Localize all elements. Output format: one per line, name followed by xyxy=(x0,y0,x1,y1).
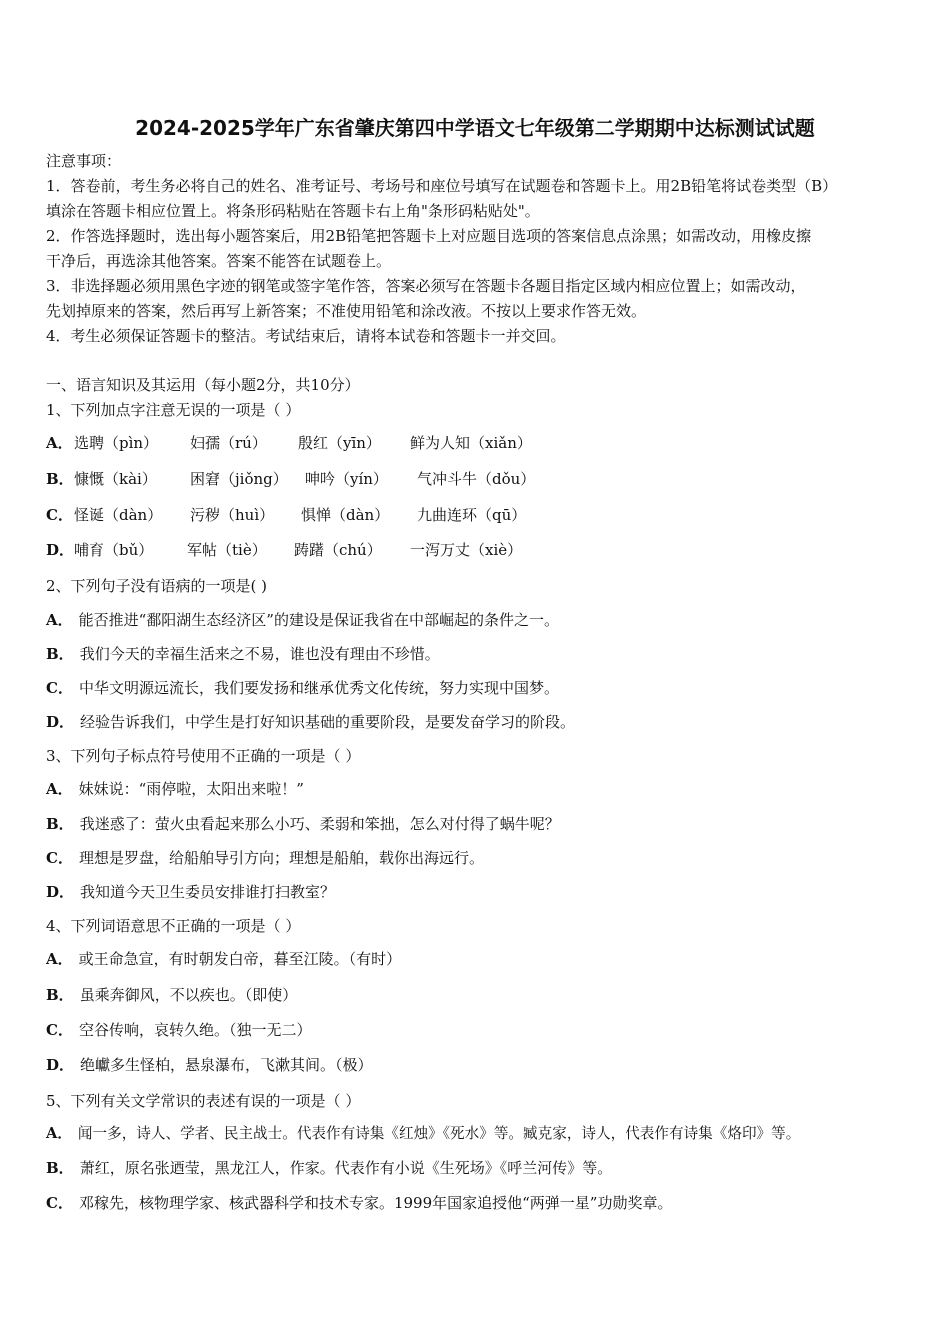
option-text: 经验告诉我们，中学生是打好知识基础的重要阶段，是要发奋学习的阶段。 xyxy=(80,713,576,731)
option-text: 妹妹说：“雨停啦，太阳出来啦！” xyxy=(78,780,304,798)
option-label: A． xyxy=(46,1125,72,1142)
option-label: B． xyxy=(46,645,74,663)
notice-line: 干净后，再选涂其他答案。答案不能答在试题卷上。 xyxy=(46,252,392,270)
q3-option-b[interactable] xyxy=(46,814,560,834)
q3-option-c[interactable] xyxy=(46,848,484,868)
q4-option-d[interactable] xyxy=(46,1055,373,1075)
option-text: 闻一多，诗人、学者、民主战士。代表作有诗集《红烛》《死水》等。臧克家，诗人，代表作有诗集《烙印》等。 xyxy=(77,1125,801,1142)
q5-option-b[interactable] xyxy=(46,1158,612,1178)
question-2-stem: 2、下列句子没有语病的一项是( ) xyxy=(46,577,268,595)
question-1-stem: 1、下列加点字注意无误的一项是（ ） xyxy=(46,401,301,419)
option-text: 理想是罗盘，给船舶导引方向；理想是船舶，载你出海远行。 xyxy=(78,849,484,867)
option-word: 踌躇（chú） xyxy=(294,541,382,559)
option-label: B． xyxy=(46,986,74,1004)
q2-option-d[interactable] xyxy=(46,712,575,732)
option-text: 或王命急宣，有时朝发白帝，暮至江陵。（有时） xyxy=(78,950,402,968)
q1-option-c[interactable] xyxy=(46,505,527,525)
option-label: B． xyxy=(46,470,74,488)
notice-line: 填涂在答题卡相应位置上。将条形码粘贴在答题卡右上角"条形码粘贴处"。 xyxy=(46,202,540,220)
option-text: 我们今天的幸福生活来之不易，谁也没有理由不珍惜。 xyxy=(79,645,440,663)
notice-line: 4．考生必须保证答题卡的整洁。考试结束后，请将本试卷和答题卡一并交回。 xyxy=(46,327,566,345)
notice-heading: 注意事项： xyxy=(46,152,122,170)
page-title: 2024-2025学年广东省肇庆第四中学语文七年级第二学期期中达标测试试题 xyxy=(135,116,815,140)
option-label: A． xyxy=(46,434,73,452)
q2-option-c[interactable] xyxy=(46,678,559,698)
option-text: 能否推进“鄱阳湖生态经济区”的建设是保证我省在中部崛起的条件之一。 xyxy=(78,611,559,629)
option-word: 一泻万丈（xiè） xyxy=(410,541,523,559)
option-word: 军帖（tiè） xyxy=(187,541,267,559)
option-label: C． xyxy=(46,849,73,867)
q3-option-a[interactable] xyxy=(46,779,304,799)
q5-option-c[interactable] xyxy=(46,1193,672,1213)
option-word: 呻吟（yín） xyxy=(305,470,388,488)
q5-option-a[interactable] xyxy=(46,1124,800,1144)
option-label: B． xyxy=(46,815,74,833)
option-word: 哺育（bǔ） xyxy=(74,541,154,559)
option-label: B． xyxy=(46,1159,74,1177)
option-text: 萧红，原名张迺莹，黑龙江人，作家。代表作有小说《生死场》《呼兰河传》等。 xyxy=(79,1159,613,1177)
option-word: 九曲连环（qū） xyxy=(417,506,527,524)
notice-line: 先划掉原来的答案，然后再写上新答案；不准使用铅笔和涂改液。不按以上要求作答无效。 xyxy=(46,302,647,320)
option-word: 污秽（huì） xyxy=(190,506,275,524)
option-label: C． xyxy=(46,1021,73,1039)
question-4-stem: 4、下列词语意思不正确的一项是（ ） xyxy=(46,917,301,935)
option-text: 我知道今天卫生委员安排谁打扫教室？ xyxy=(80,883,336,901)
q1-option-a[interactable] xyxy=(46,433,532,453)
option-text: 绝巘多生怪柏，悬泉瀑布，飞漱其间。（极） xyxy=(80,1056,373,1074)
q4-option-b[interactable] xyxy=(46,985,297,1005)
notice-line: 2．作答选择题时，选出每小题答案后，用2B铅笔把答题卡上对应题目选项的答案信息点涂黑；如需改动，用橡皮擦 xyxy=(46,227,812,245)
option-text: 我迷惑了：萤火虫看起来那么小巧、柔弱和笨拙，怎么对付得了蜗牛呢？ xyxy=(79,815,560,833)
option-label: D． xyxy=(46,541,75,559)
option-text: 邓稼先，核物理学家、核武器科学和技术专家。1999年国家追授他“两弹一星”功勋奖章。 xyxy=(78,1194,673,1212)
q1-option-d[interactable] xyxy=(46,540,523,560)
option-label: C． xyxy=(46,679,73,697)
question-5-stem: 5、下列有关文学常识的表述有误的一项是（ ） xyxy=(46,1092,361,1110)
notice-line: 3．非选择题必须用黑色字迹的钢笔或签字笔作答，答案必须写在答题卡各题目指定区域内相应位置上；如需改动， xyxy=(46,277,806,295)
option-label: A． xyxy=(46,611,73,629)
option-word: 选聘（pìn） xyxy=(74,434,159,452)
section-heading: 一、语言知识及其运用（每小题2分，共10分） xyxy=(46,376,360,394)
option-word: 气冲斗牛（dǒu） xyxy=(417,470,536,488)
q2-option-a[interactable] xyxy=(46,610,559,630)
option-label: D． xyxy=(46,1056,75,1074)
q2-option-b[interactable] xyxy=(46,644,440,664)
option-label: C． xyxy=(46,506,73,524)
option-label: A． xyxy=(46,950,73,968)
option-word: 困窘（jiǒng） xyxy=(190,470,288,488)
q4-option-c[interactable] xyxy=(46,1020,311,1040)
option-word: 怪诞（dàn） xyxy=(74,506,163,524)
option-text: 虽乘奔御风，不以疾也。（即使） xyxy=(79,986,298,1004)
option-word: 妇孺（rú） xyxy=(190,434,267,452)
option-word: 惧惮（dàn） xyxy=(301,506,390,524)
option-word: 慷慨（kài） xyxy=(74,470,157,488)
q4-option-a[interactable] xyxy=(46,949,401,969)
option-label: A． xyxy=(46,780,73,798)
q3-option-d[interactable] xyxy=(46,882,335,902)
question-3-stem: 3、下列句子标点符号使用不正确的一项是（ ） xyxy=(46,747,361,765)
option-label: D． xyxy=(46,713,75,731)
option-label: C． xyxy=(46,1194,73,1212)
option-label: D． xyxy=(46,883,75,901)
notice-line: 1．答卷前，考生务必将自己的姓名、准考证号、考场号和座位号填写在试题卷和答题卡上。用2B铅笔将试卷类型（B） xyxy=(46,177,838,195)
option-word: 鲜为人知（xiǎn） xyxy=(410,434,532,452)
q1-option-b[interactable] xyxy=(46,469,536,489)
option-text: 中华文明源远流长，我们要发扬和继承优秀文化传统，努力实现中国梦。 xyxy=(78,679,559,697)
option-text: 空谷传响，哀转久绝。（独一无二） xyxy=(78,1021,312,1039)
option-word: 殷红（yīn） xyxy=(298,434,381,452)
